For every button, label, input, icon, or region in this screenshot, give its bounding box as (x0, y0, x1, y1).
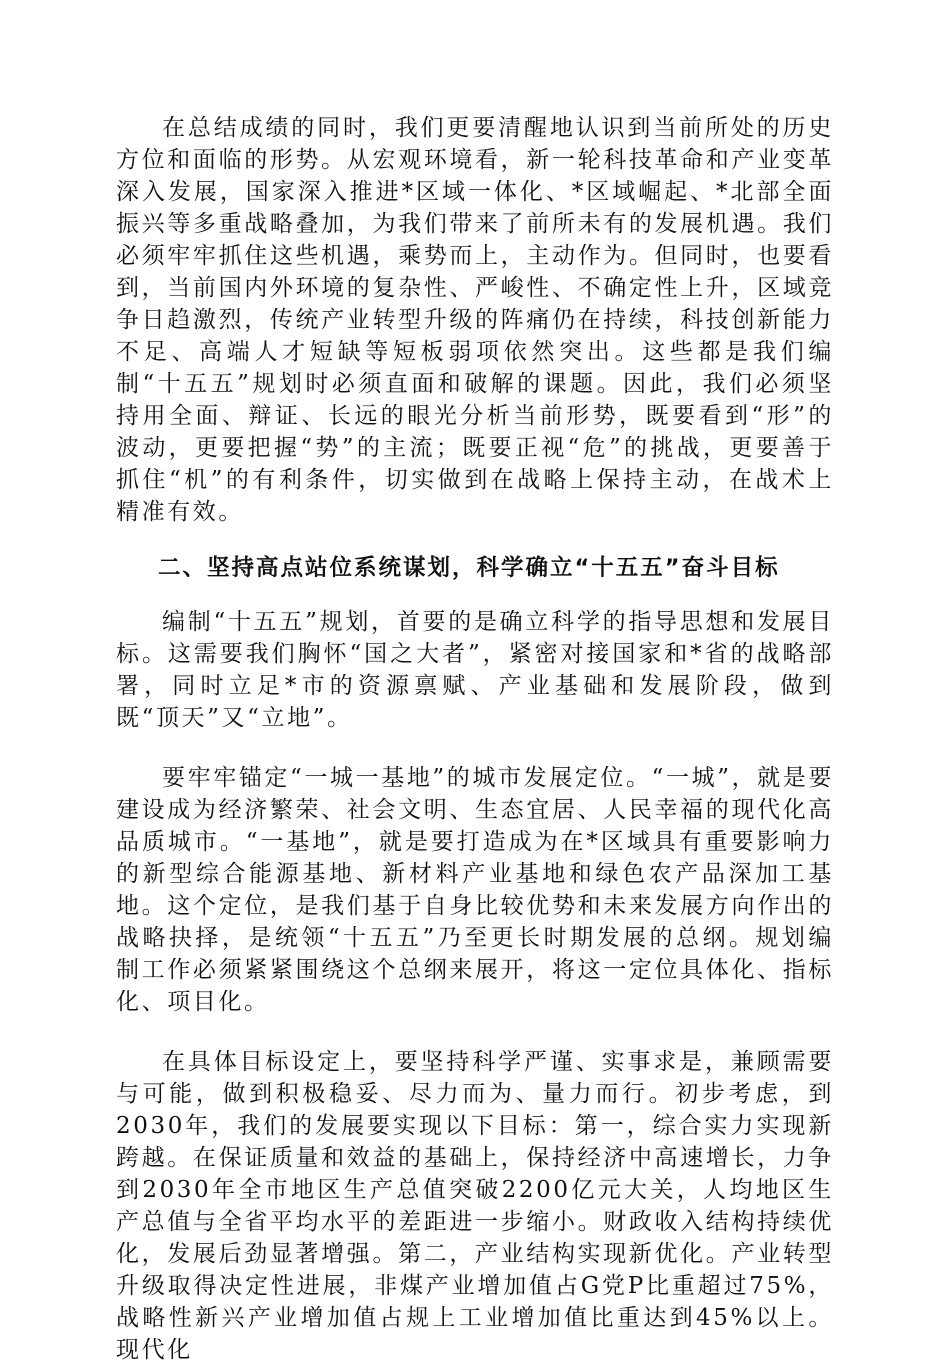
document-page (116, 112, 834, 1366)
body-paragraph: 要牢牢锚定“一城一基地”的城市发展定位。“一城”，就是要建设成为经济繁荣、社会文明、生态宜居、人民幸福的现代化高品质城市。“一基地”，就是要打造成为在*区域具有重要影响力的新型综合能源基地、新材料产业基地和绿色农产品深加工基地。这个定位，是我们基于自身比较优势和未来发展方向作出的战略抉择，是统领“十五五”乃至更长时期发展的总纲。规划编制工作必须紧紧围绕这个总纲来展开，将这一定位具体化、指标化、项目化。 (116, 765, 834, 1015)
body-paragraph: 在具体目标设定上，要坚持科学严谨、实事求是，兼顾需要与可能，做到积极稳妥、尽力而为、量力而行。初步考虑，到2030年，我们的发展要实现以下目标：第一，综合实力实现新跨越。在保证质量和效益的基础上，保持经济中高速增长，力争到2030年全市地区生产总值突破2200亿元大关，人均地区生产总值与全省平均水平的差距进一步缩小。财政收入结构持续优化，发展后劲显著增强。第二，产业结构实现新优化。产业转型升级取得决定性进展，非煤产业增加值占G党P比重超过75%，战略性新兴产业增加值占规上工业增加值比重达到45%以上。现代化 (116, 1049, 834, 1363)
body-paragraph: 编制“十五五”规划，首要的是确立科学的指导思想和发展目标。这需要我们胸怀“国之大者”，紧密对接国家和*省的战略部署，同时立足*市的资源禀赋、产业基础和发展阶段，做到既“顶天”又“立地”。 (116, 609, 834, 731)
body-paragraph: 在总结成绩的同时，我们更要清醒地认识到当前所处的历史方位和面临的形势。从宏观环境看，新一轮科技革命和产业变革深入发展，国家深入推进*区域一体化、*区域崛起、*北部全面振兴等多重战略叠加，为我们带来了前所未有的发展机遇。我们必须牢牢抓住这些机遇，乘势而上，主动作为。但同时，也要看到，当前国内外环境的复杂性、严峻性、不确定性上升，区域竞争日趋激烈，传统产业转型升级的阵痛仍在持续，科技创新能力不足、高端人才短缺等短板弱项依然突出。这些都是我们编制“十五五”规划时必须直面和破解的课题。因此，我们必须坚持用全面、辩证、长远的眼光分析当前形势，既要看到“形”的波动，更要把握“势”的主流；既要正视“危”的挑战，更要善于抓住“机”的有利条件，切实做到在战略上保持主动，在战术上精准有效。 (116, 115, 834, 525)
section-heading: 二、坚持高点站位系统谋划，科学确立“十五五”奋斗目标 (158, 555, 780, 581)
